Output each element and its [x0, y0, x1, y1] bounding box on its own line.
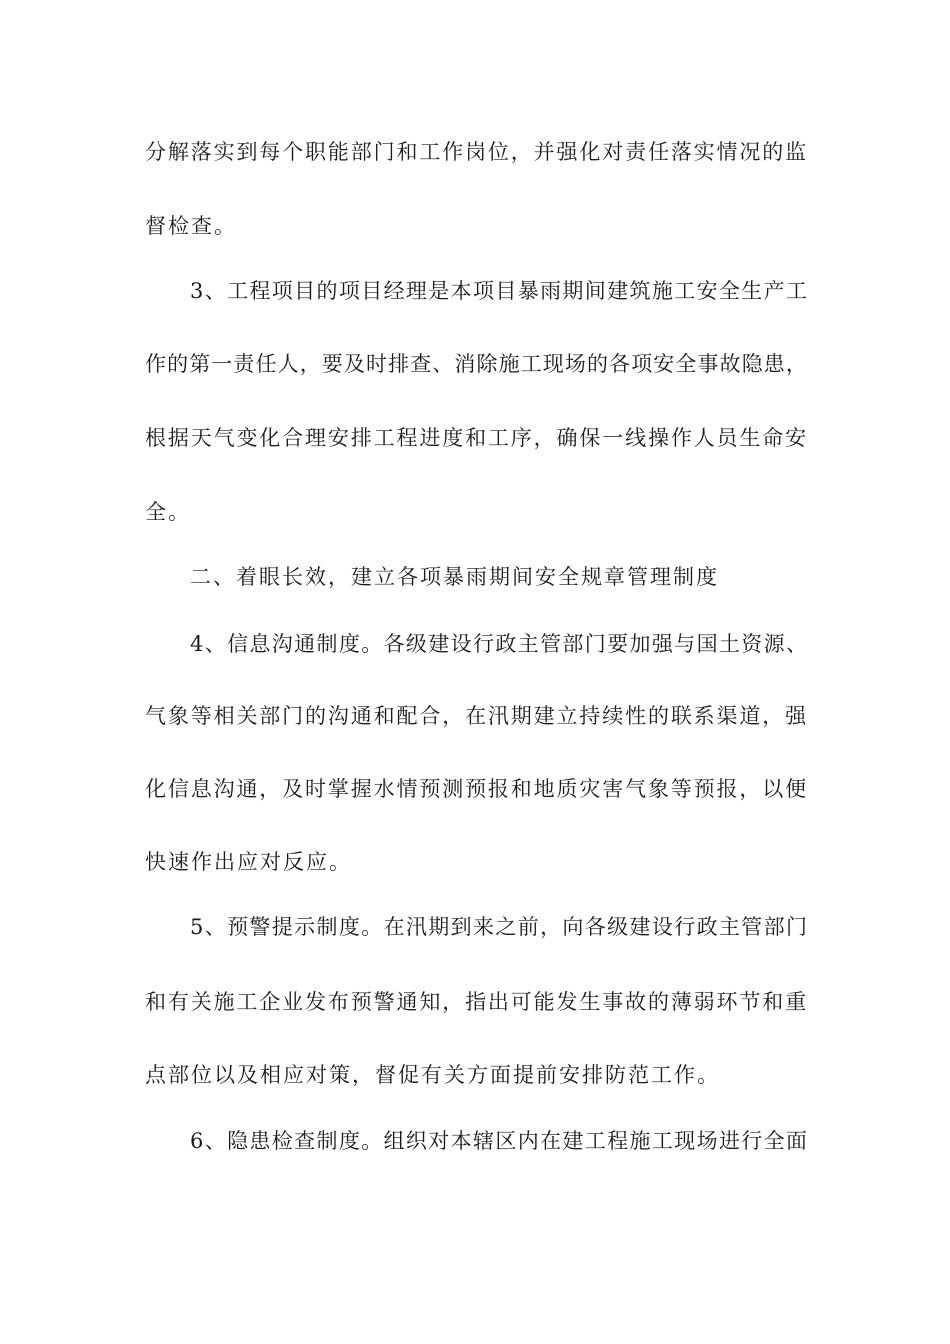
paragraph-5-start: 5、预警提示制度。在汛期到来之前，向各级建设行政主管部门 — [190, 915, 809, 939]
text-line: 分解落实到每个职能部门和工作岗位，并强化对责任落实情况的监 — [145, 140, 808, 164]
paragraph-4-start: 4、信息沟通制度。各级建设行政主管部门要加强与国土资源、 — [190, 632, 809, 656]
text-line: 化信息沟通，及时掌握水情预测预报和地质灾害气象等预报，以便 — [145, 777, 808, 801]
paragraph-3-start: 3、工程项目的项目经理是本项目暴雨期间建筑施工安全生产工 — [190, 279, 809, 303]
paragraph-6-start: 6、隐患检查制度。组织对本辖区内在建工程施工现场进行全面 — [190, 1129, 809, 1153]
text-line: 气象等相关部门的沟通和配合，在汛期建立持续性的联系渠道，强 — [145, 704, 808, 728]
text-line: 作的第一责任人，要及时排查、消除施工现场的各项安全事故隐患， — [145, 352, 808, 376]
text-line: 督检查。 — [145, 214, 237, 238]
text-line: 点部位以及相应对策，督促有关方面提前安排防范工作。 — [145, 1063, 720, 1087]
text-line: 快速作出应对反应。 — [145, 850, 352, 874]
text-line: 全。 — [145, 500, 191, 524]
section-heading: 二、着眼长效，建立各项暴雨期间安全规章管理制度 — [190, 565, 719, 589]
text-line: 和有关施工企业发布预警通知，指出可能发生事故的薄弱环节和重 — [145, 990, 808, 1014]
text-line: 根据天气变化合理安排工程进度和工序，确保一线操作人员生命安 — [145, 426, 808, 450]
